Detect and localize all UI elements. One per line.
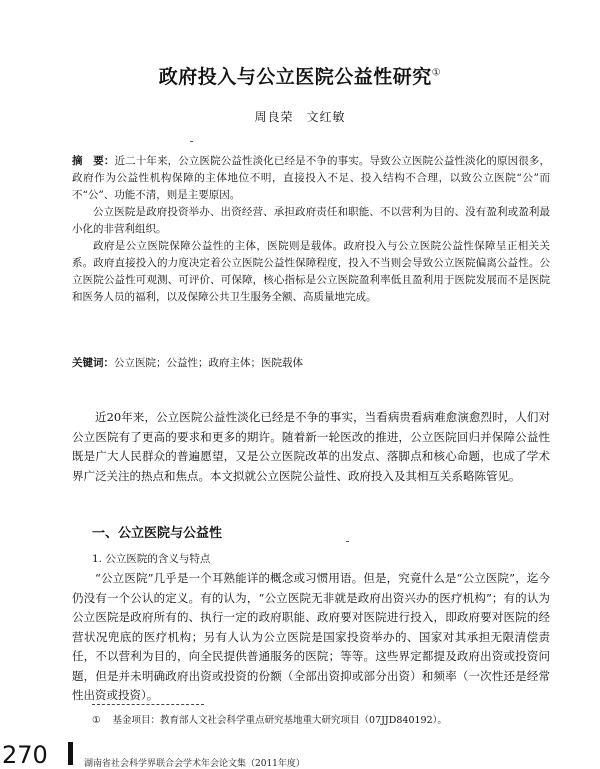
section-text — [72, 569, 550, 706]
article-title: 政府投入与公立医院公益性研究① — [158, 66, 442, 88]
abstract-paragraph-1: 摘 要：近二十年来，公立医院公益性淡化已经是不争的事实。导致公立医院公益性淡化的原因很多，政府作为公益性机构保障的主体地位不明，直接投入不足、投入结构不合理，以致公立医院“公”而不“公”、功能不清，则是主要原因。 — [72, 155, 550, 201]
keywords-label: 关键词： — [72, 357, 114, 369]
section-paragraph: “公立医院”几乎是一个耳熟能详的概念或习惯用语。但是，究竟什么是“公立医院”，迄今仍没有一个公认的定义。有的认为，“公立医院无非就是政府出资兴办的医疗机构”；有的认为公立医院是政府所有的、执行一定的政府职能、政府要对医院进行投入，即政府要对医院的经营状况兜底的医疗机构；另有人认为公立医院是国家投资举办的、国家对其承担无限清偿责任，不以营利为目的，向全民提供普通服务的医院；等等。这些界定都提及政府出资或投资问题，但是并未明确政府出资或投资的份额（全部出资抑或部分出资）和频率（一次性还是经常性出资或投资）。 — [72, 571, 550, 702]
abstract — [72, 153, 550, 306]
footnote-text: 基金项目：教育部人文社会科学重点研究基地重大研究项目（07JJD840192）。 — [112, 715, 447, 726]
footnote — [92, 712, 552, 726]
keywords — [72, 355, 550, 372]
page-number-bar — [68, 742, 73, 765]
scan-speck — [190, 141, 193, 142]
subsection-heading: 1. 公立医院的含义与特点 — [92, 553, 211, 565]
intro-paragraph: 近20年来，公立医院公益性淡化已经是不争的事实，当看病贵看病难愈演愈烈时，人们对公立医院有了更高的要求和更多的期许。随着新一轮医改的推进，公立医院回归并保障公益性既是广大人民群众的普遍愿望，又是公立医院改革的出发点、落脚点和核心命题，也成了学术界广泛关注的热点和焦点。本文拟就公立医院公益性、政府投入及其相互关系略陈管见。 — [72, 410, 550, 483]
footnote-mark: ① — [92, 715, 101, 726]
authors: 周良荣 文红敏 — [254, 110, 346, 124]
section-heading: 一、公立医院与公益性 — [92, 526, 223, 541]
title-footnote-mark: ① — [431, 67, 442, 79]
abstract-paragraph-3: 政府是公立医院保障公益性的主体，医院则是载体。政府投入与公立医院公益性保障呈正相关关系。政府直接投入的力度决定着公立医院公益性保障程度，投入不当则会导致公立医院偏离公益性。公立医院公益性可观测、可评价、可保障，核心指标是公立医院盈利率低且盈利用于医院发展而不是医院和医务人员的福利，以及保障公共卫生服务全额、高质量地完成。 — [72, 240, 550, 303]
keywords-text: 公立医院；公益性；政府主体；医院载体 — [114, 357, 303, 369]
intro-text — [72, 408, 550, 486]
running-head: 湖南省社会科学界联合会学术年会论文集（2011年度） — [84, 759, 305, 769]
page-number: 270 — [2, 741, 48, 769]
abstract-paragraph-2: 公立医院是政府投资举办、出资经营、承担政府责任和职能、不以营利为目的、没有盈利或盈利最小化的非营利组织。 — [72, 206, 550, 235]
abstract-label: 摘 要： — [72, 155, 115, 167]
scan-speck — [346, 541, 349, 542]
footnote-divider — [92, 704, 204, 705]
